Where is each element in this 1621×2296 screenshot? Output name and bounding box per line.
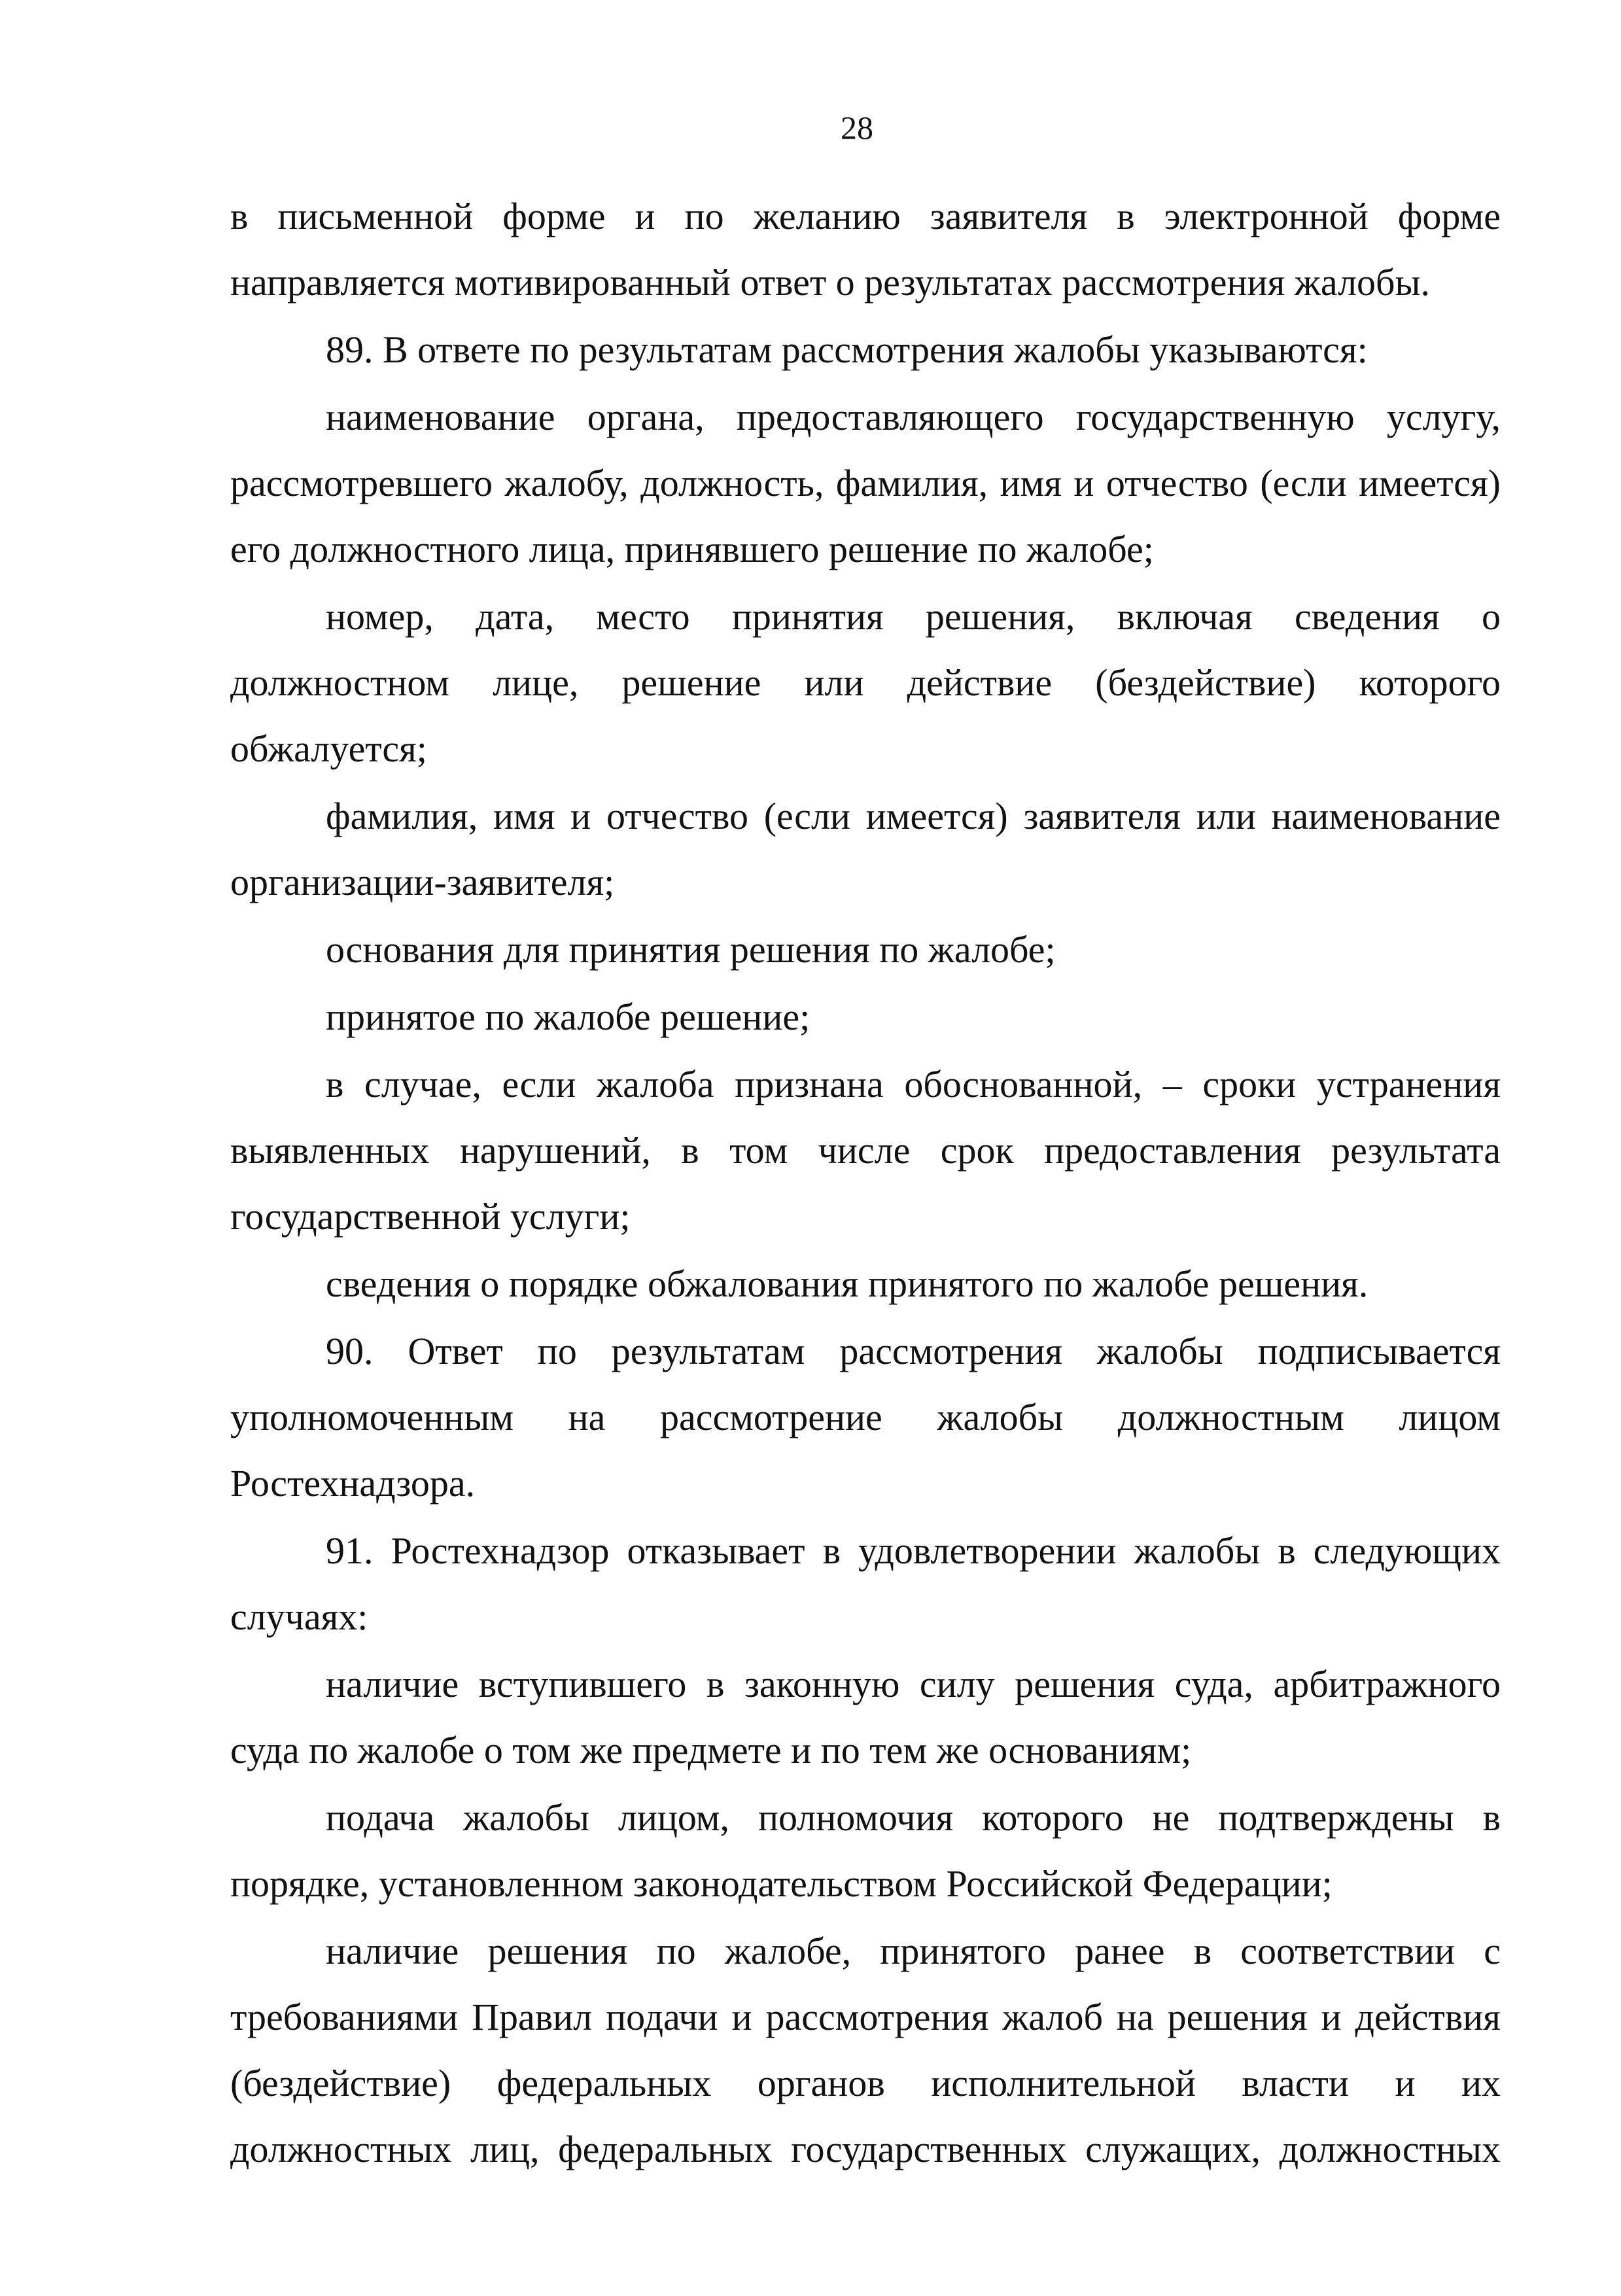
paragraph-90: 90. Ответ по результатам рассмотрения жалобы подписывается уполномоченным на рассмотрение жалобы должностным лицом Ростехнадзора. bbox=[230, 1330, 1501, 1505]
list-item-court-decision: наличие вступившего в законную силу решения суда, арбитражного суда по жалобе о том же предмете и по тем же основаниям; bbox=[230, 1663, 1501, 1771]
list-item-decision: принятое по жалобе решение; bbox=[326, 996, 811, 1038]
list-item-organ-name: наименование органа, предоставляющего государственную услугу, рассмотревшего жалобу, должность, фамилия, имя и отчество (если имеется) его должностного лица, принявшего решение по жалобе; bbox=[230, 396, 1501, 570]
paragraph-91: 91. Ростехнадзор отказывает в удовлетворении жалобы в следующих случаях: bbox=[230, 1529, 1501, 1638]
list-item-grounds: основания для принятия решения по жалобе; bbox=[326, 928, 1056, 971]
paragraph-continuation: в письменной форме и по желанию заявителя в электронной форме направляется мотивированный ответ о результатах рассмотрения жалобы. bbox=[230, 195, 1501, 304]
list-item-prior-decision: наличие решения по жалобе, принятого ранее в соответствии с требованиями Правил подачи и рассмотрения жалоб на решения и действия (бездействие) федеральных органов исполнительной власти и их должностных лиц, федеральных государственных служащих, должностных bbox=[230, 1930, 1501, 2170]
list-item-decision-number: номер, дата, место принятия решения, включая сведения о должностном лице, решение или действие (бездействие) которого обжалуется; bbox=[230, 595, 1501, 770]
page-number: 28 bbox=[841, 109, 873, 146]
document-body bbox=[230, 183, 1501, 2183]
paragraph-89: 89. В ответе по результатам рассмотрения жалобы указываются: bbox=[326, 328, 1368, 371]
list-item-deadlines: в случае, если жалоба признана обоснованной, – сроки устранения выявленных нарушений, в том числе срок предоставления результата государственной услуги; bbox=[230, 1063, 1501, 1238]
list-item-unconfirmed-authority: подача жалобы лицом, полномочия которого не подтверждены в порядке, установленном законодательством Российской Федерации; bbox=[230, 1796, 1501, 1905]
list-item-appeal-procedure: сведения о порядке обжалования принятого по жалобе решения. bbox=[326, 1262, 1368, 1305]
list-item-applicant-name: фамилия, имя и отчество (если имеется) заявителя или наименование организации-заявителя; bbox=[230, 795, 1501, 903]
